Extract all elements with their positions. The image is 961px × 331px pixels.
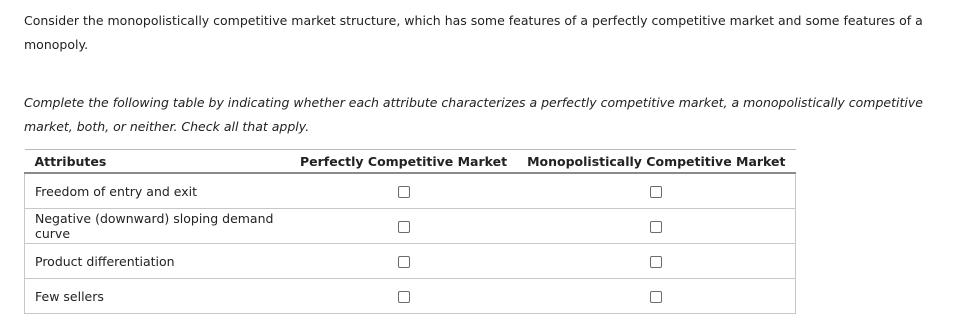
question-intro: Consider the monopolistically competitive market structure, which has some features of a perfectly competitive market and some features of a monopoly. <box>24 13 923 52</box>
cell-monopolistically-competitive <box>517 279 795 314</box>
header-perfectly-competitive: Perfectly Competitive Market <box>290 150 517 174</box>
checkbox-perfectly-competitive[interactable] <box>398 221 410 233</box>
question-instructions: Complete the following table by indicating whether each attribute characterizes a perfectly competitive market, a monopolistically competitive market, both, or neither. Check all that apply. <box>24 95 923 134</box>
table-row <box>25 209 796 244</box>
attribute-label: Negative (downward) sloping demand curve <box>25 209 291 244</box>
cell-perfectly-competitive <box>290 209 517 244</box>
checkbox-monopolistically-competitive[interactable] <box>650 256 662 268</box>
header-monopolistically-competitive: Monopolistically Competitive Market <box>517 150 795 174</box>
header-attributes: Attributes <box>25 150 291 174</box>
table-row <box>25 279 796 314</box>
cell-perfectly-competitive <box>290 173 517 209</box>
attributes-table <box>24 149 796 314</box>
cell-monopolistically-competitive <box>517 209 795 244</box>
checkbox-perfectly-competitive[interactable] <box>398 291 410 303</box>
cell-perfectly-competitive <box>290 244 517 279</box>
checkbox-perfectly-competitive[interactable] <box>398 256 410 268</box>
attribute-label: Freedom of entry and exit <box>25 173 291 209</box>
checkbox-monopolistically-competitive[interactable] <box>650 221 662 233</box>
cell-perfectly-competitive <box>290 279 517 314</box>
attribute-label: Few sellers <box>25 279 291 314</box>
table-row <box>25 173 796 209</box>
attribute-label: Product differentiation <box>25 244 291 279</box>
checkbox-monopolistically-competitive[interactable] <box>650 186 662 198</box>
cell-monopolistically-competitive <box>517 173 795 209</box>
checkbox-perfectly-competitive[interactable] <box>398 186 410 198</box>
cell-monopolistically-competitive <box>517 244 795 279</box>
checkbox-monopolistically-competitive[interactable] <box>650 291 662 303</box>
table-row <box>25 244 796 279</box>
table-header-row <box>25 150 796 174</box>
